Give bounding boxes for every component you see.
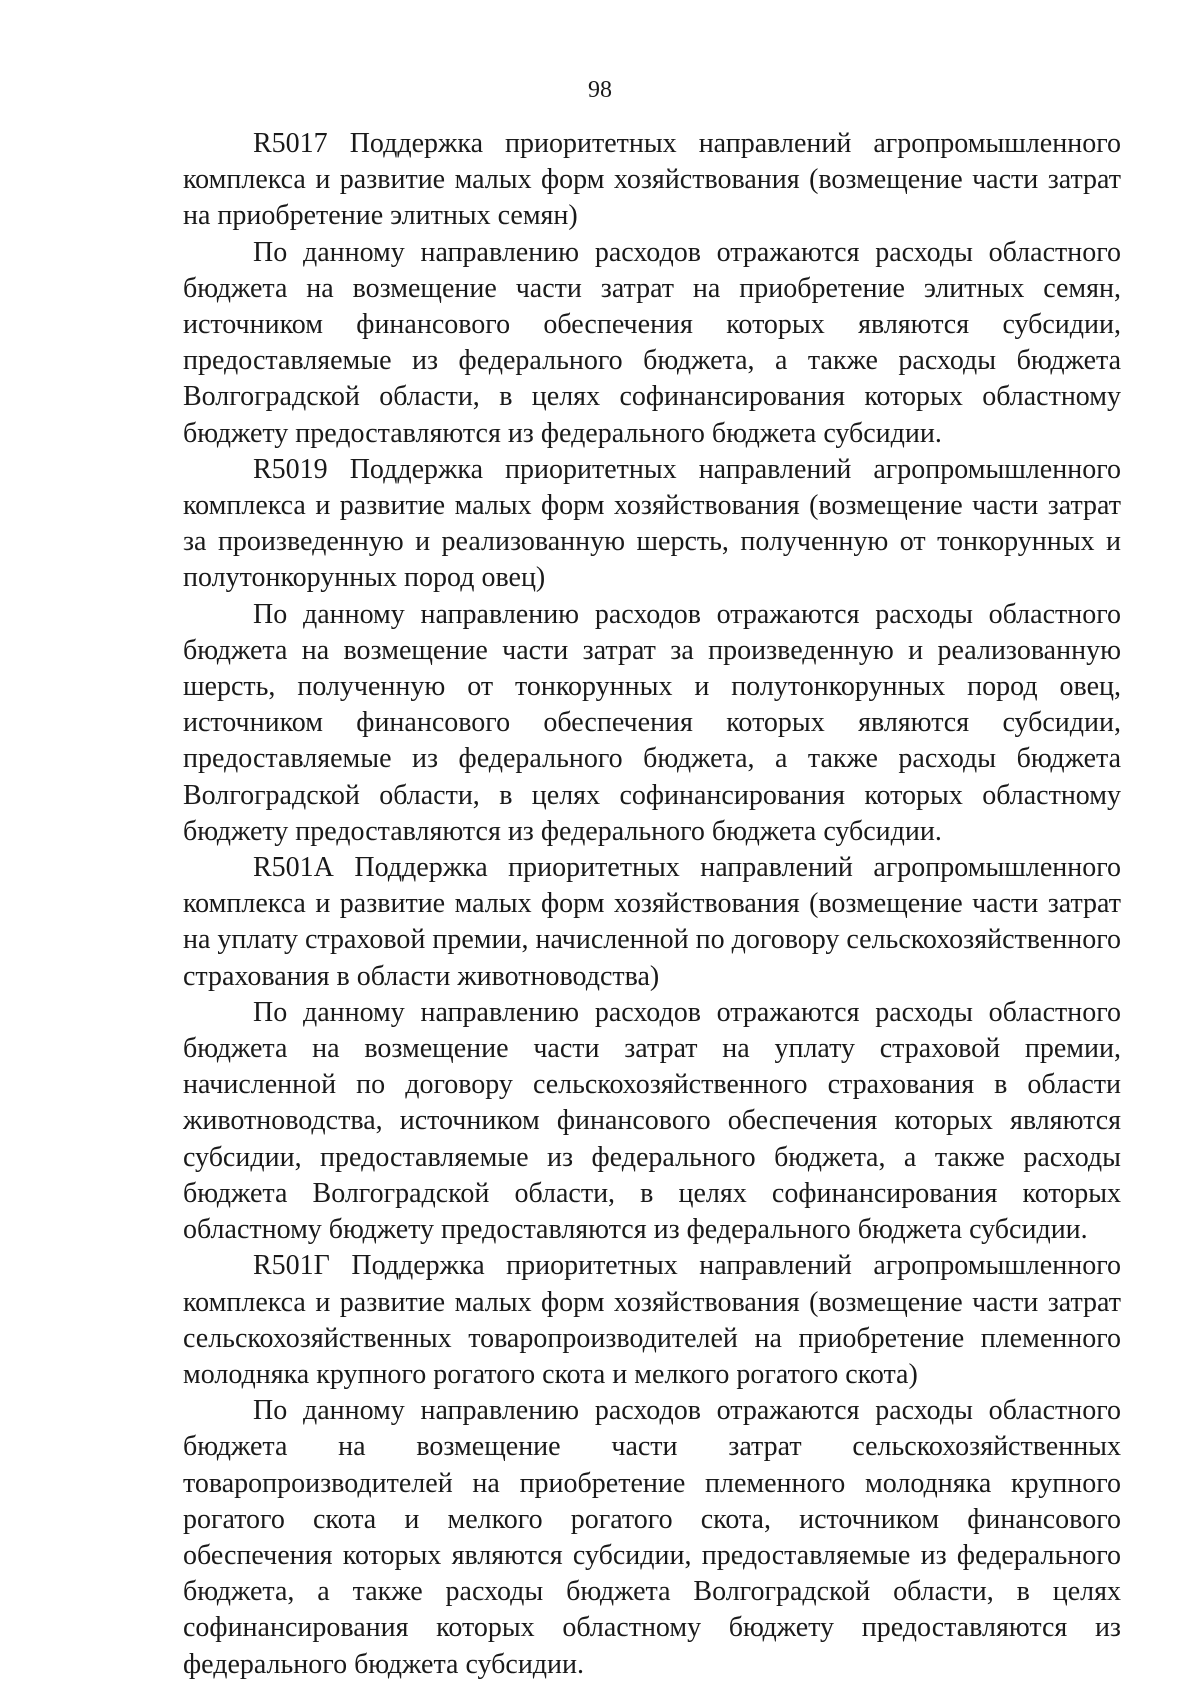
paragraph-r5019-heading: R5019 Поддержка приоритетных направлений агропромышленного комплекса и развитие малых форм хозяйствования (возмещение части затрат за произведенную и реализованную шерсть, полученную от тонкорунных и полутонкорунных пород овец) [183, 453, 1121, 594]
paragraph-r501g-heading: R501Г Поддержка приоритетных направлений агропромышленного комплекса и развитие малых форм хозяйствования (возмещение части затрат сельскохозяйственных товаропроизводителей на приобретение племенного молодняка крупного рогатого скота и мелкого рогатого скота) [183, 1250, 1121, 1390]
paragraph-r501a-description: По данному направлению расходов отражаются расходы областного бюджета на возмещение части затрат на уплату страховой премии, начисленной по договору сельскохозяйственного страхования в области животноводства, источником финансового обеспечения которых являются субсидии, предоставляемые из федерального бюджета, а также расходы бюджета Волгоградской области, в целях софинансирования которых областному бюджету предоставляются из федерального бюджета субсидии. [183, 996, 1121, 1246]
document-body [183, 126, 1121, 1683]
page-number: 98 [588, 77, 612, 103]
paragraph-r501a-heading: R501А Поддержка приоритетных направлений агропромышленного комплекса и развитие малых форм хозяйствования (возмещение части затрат на уплату страховой премии, начисленной по договору сельскохозяйственного страхования в области животноводства) [183, 852, 1121, 992]
paragraph-r501g-description: По данному направлению расходов отражаются расходы областного бюджета на возмещение части затрат сельскохозяйственных товаропроизводителей на приобретение племенного молодняка крупного рогатого скота и мелкого рогатого скота, источником финансового обеспечения которых являются субсидии, предоставляемые из федерального бюджета, а также расходы бюджета Волгоградской области, в целях софинансирования которых областному бюджету предоставляются из федерального бюджета субсидии. [183, 1395, 1121, 1680]
paragraph-r5017-description: По данному направлению расходов отражаются расходы областного бюджета на возмещение части затрат на приобретение элитных семян, источником финансового обеспечения которых являются субсидии, предоставляемые из федерального бюджета, а также расходы бюджета Волгоградской области, в целях софинансирования которых областному бюджету предоставляются из федерального бюджета субсидии. [183, 236, 1121, 449]
paragraph-r5019-description: По данному направлению расходов отражаются расходы областного бюджета на возмещение части затрат за произведенную и реализованную шерсть, полученную от тонкорунных и полутонкорунных пород овец, источником финансового обеспечения которых являются субсидии, предоставляемые из федерального бюджета, а также расходы бюджета Волгоградской области, в целях софинансирования которых областному бюджету предоставляются из федерального бюджета субсидии. [183, 598, 1121, 847]
paragraph-r5017-heading: R5017 Поддержка приоритетных направлений агропромышленного комплекса и развитие малых форм хозяйствования (возмещение части затрат на приобретение элитных семян) [183, 128, 1121, 232]
